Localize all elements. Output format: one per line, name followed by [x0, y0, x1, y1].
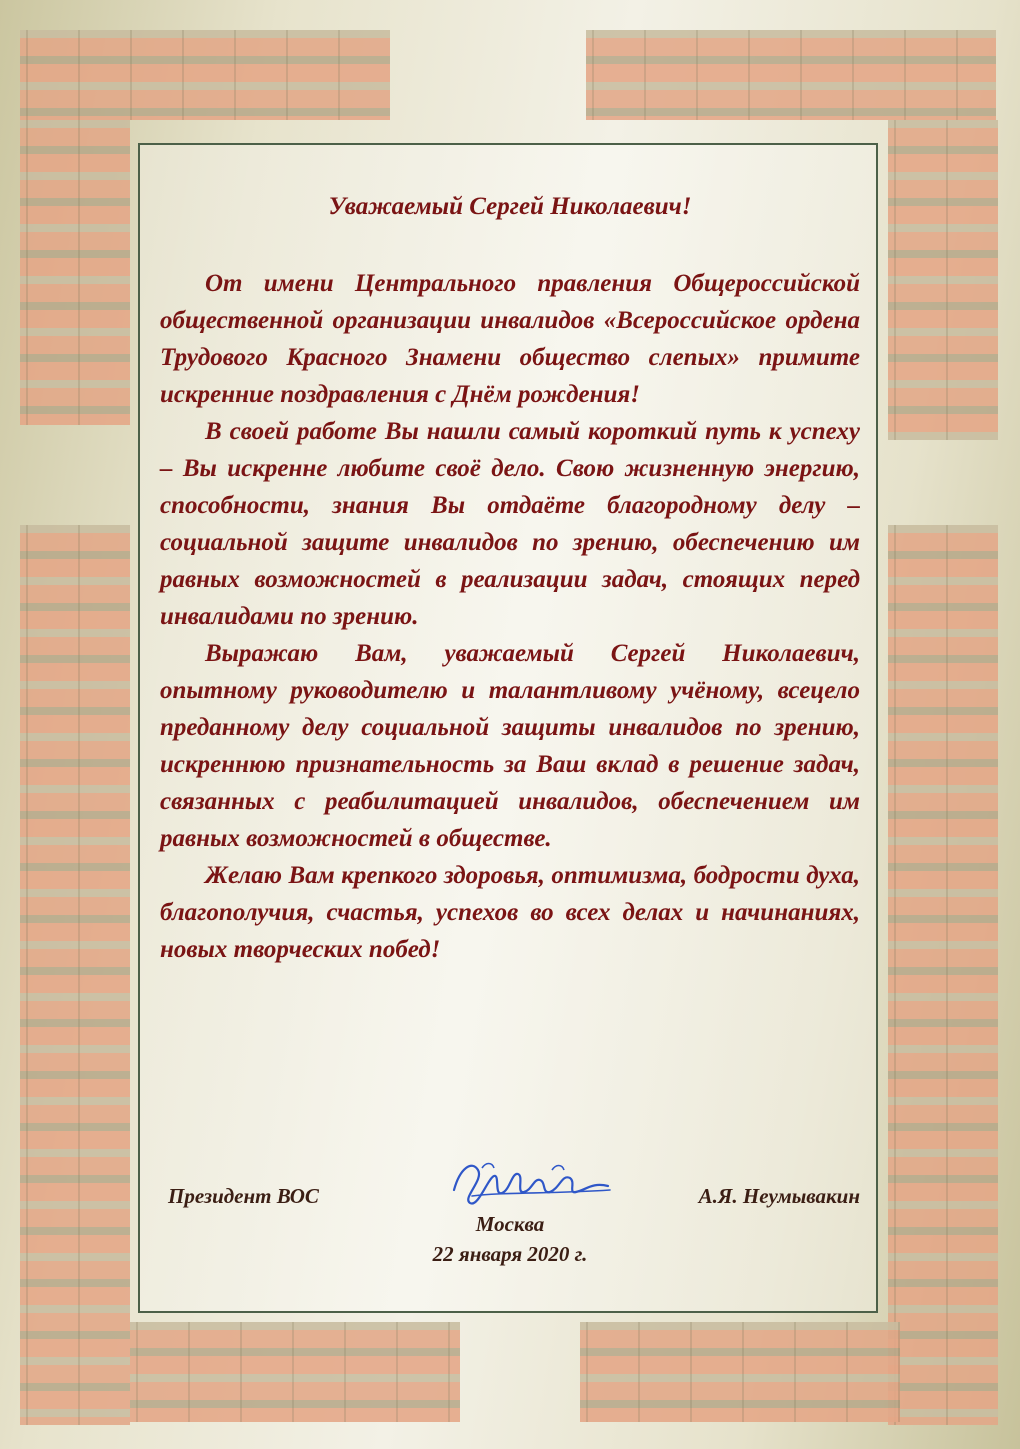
letter-body: [160, 180, 860, 968]
paragraph-wishes: Желаю Вам крепкого здоровья, оптимизма, бодрости духа, благополучия, счастья, успехов во всех делах и начинаниях, новых творческих побед!: [160, 862, 860, 963]
ornament-border-bottom-left: [130, 1322, 460, 1422]
ornament-border-right-top: [888, 120, 998, 440]
paragraph-gratitude: Выражаю Вам, уважаемый Сергей Николаевич, опытному руководителю и талантливому учёному, всецело преданному делу социальной защиты инвалидов по зрению, искреннюю признательность за Ваш вклад в решение задач, связанных с реабилитацией инвалидов, обеспечением им равных возможностей в обществе.: [160, 640, 860, 852]
ornament-border-left-top: [20, 120, 130, 425]
date: 22 января 2020 г.: [432, 1242, 588, 1266]
paragraph-work: В своей работе Вы нашли самый короткий путь к успеху – Вы искренне любите своё дело. Свою жизненную энергию, способности, знания Вы отдаёте благородному делу – социальной защите инвалидов по зрению, обеспечению им равных возможностей в реализации задач, стоящих перед инвалидами по зрению.: [160, 418, 860, 630]
signatory-title: Президент ВОС: [168, 1184, 319, 1208]
salutation: Уважаемый Сергей Николаевич!: [328, 193, 692, 220]
ornament-border-top-left: [20, 30, 390, 120]
signatory-name: А.Я. Неумывакин: [698, 1184, 860, 1208]
ornament-border-top-right: [586, 30, 996, 120]
paragraph-greeting: От имени Центрального правления Общероссийской общественной организации инвалидов «Всероссийское ордена Трудового Красного Знамени общество слепых» примите искренние поздравления с Днём рождения!: [160, 270, 860, 408]
ornament-border-right-bottom: [888, 525, 998, 1425]
city: Москва: [475, 1212, 545, 1236]
ornament-border-bottom-right: [580, 1322, 900, 1422]
ornament-border-left-bottom: [20, 525, 130, 1425]
